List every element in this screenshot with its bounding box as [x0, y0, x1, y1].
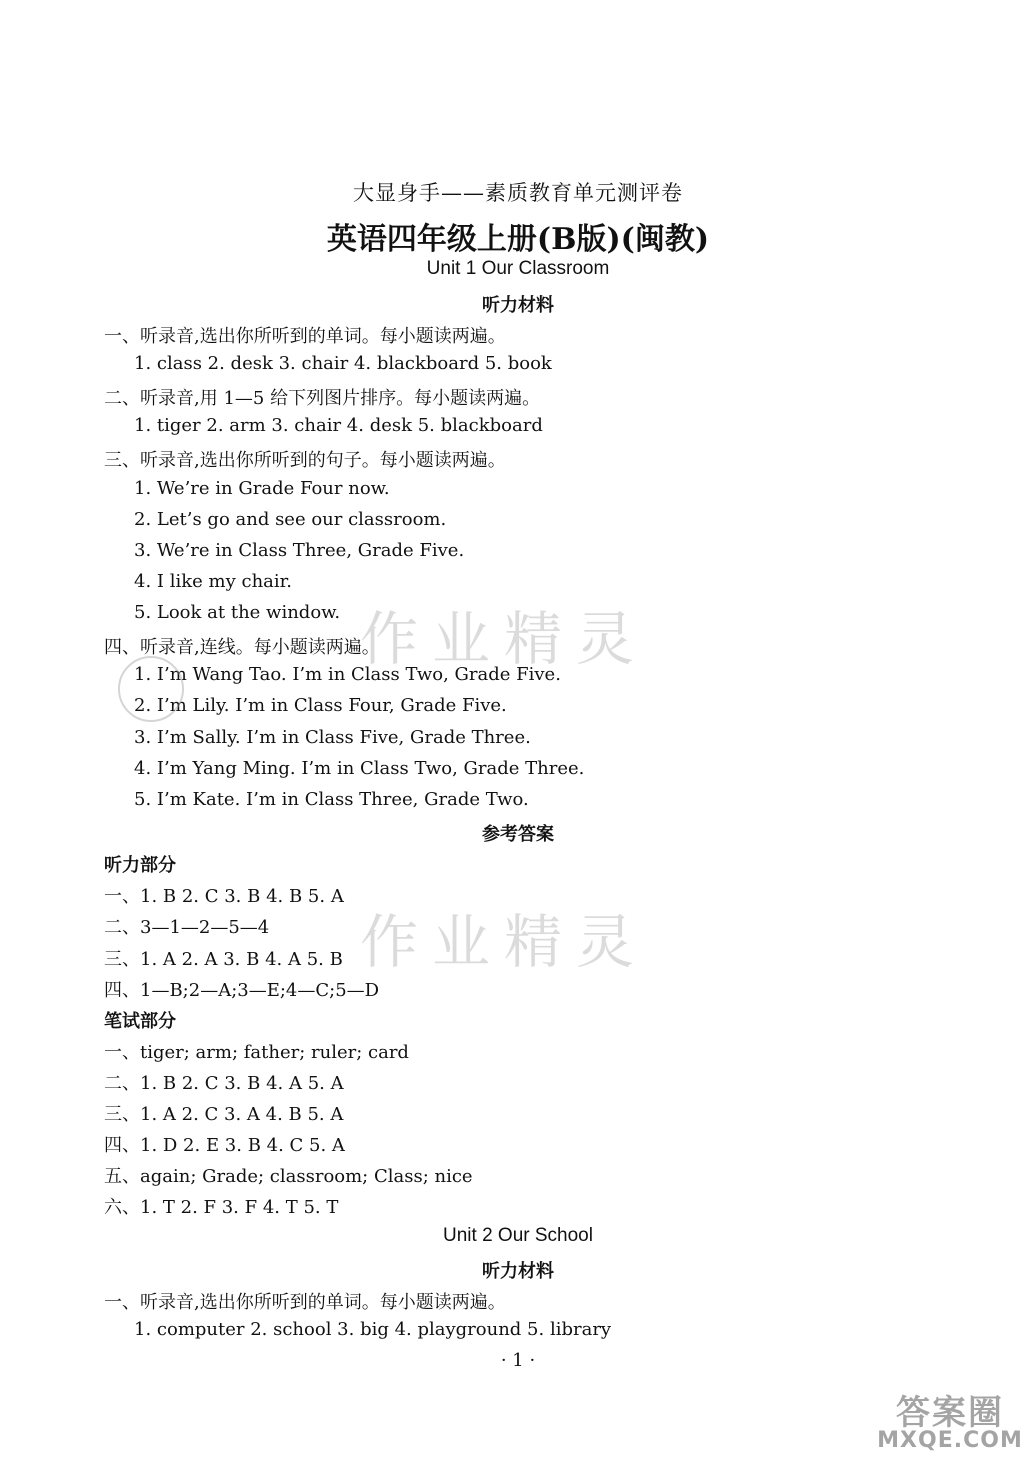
- question-1-words: 1. class 2. desk 3. chair 4. blackboard 5. book: [134, 353, 552, 374]
- answer-line: 五、again; Grade; classroom; Class; nice: [104, 1166, 473, 1187]
- question-4-heading: 四、听录音,连线。每小题读两遍。: [104, 637, 380, 658]
- site-logo-url: MXQE.COM: [877, 1428, 1023, 1453]
- page-number: · 1 ·: [500, 1350, 536, 1371]
- watermark-text: 作业精灵: [360, 908, 649, 976]
- question-3-item: 3. We’re in Class Three, Grade Five.: [134, 540, 465, 561]
- written-part-label: 笔试部分: [104, 1011, 176, 1032]
- answer-line: 二、1. B 2. C 3. B 4. A 5. A: [104, 1073, 344, 1094]
- question-4-item: 1. I’m Wang Tao. I’m in Class Two, Grade Five.: [134, 664, 561, 685]
- listening-part-label: 听力部分: [104, 855, 176, 876]
- book-title: 英语四年级上册(B版)(闽教): [326, 222, 710, 257]
- unit2-question-1-heading: 一、听录音,选出你所听到的单词。每小题读两遍。: [104, 1292, 506, 1313]
- question-2-heading: 二、听录音,用 1—5 给下列图片排序。每小题读两遍。: [104, 388, 541, 409]
- answer-line: 三、1. A 2. C 3. A 4. B 5. A: [104, 1104, 344, 1125]
- answer-line: 四、1—B;2—A;3—E;4—C;5—D: [104, 980, 380, 1001]
- answers-title: 参考答案: [482, 824, 554, 845]
- unit1-title: Unit 1 Our Classroom: [426, 258, 610, 279]
- question-4-item: 3. I’m Sally. I’m in Class Five, Grade Three.: [134, 727, 531, 748]
- watermark-text: 作业精灵: [360, 605, 649, 673]
- answer-line: 三、1. A 2. A 3. B 4. A 5. B: [104, 949, 343, 970]
- question-4-item: 4. I’m Yang Ming. I’m in Class Two, Grade Three.: [134, 758, 585, 779]
- unit1-listening-title: 听力材料: [482, 295, 554, 316]
- stamp-watermark-icon: [118, 656, 184, 722]
- answer-line: 二、3—1—2—5—4: [104, 917, 270, 938]
- answer-line: 一、tiger; arm; father; ruler; card: [104, 1042, 409, 1063]
- question-1-heading: 一、听录音,选出你所听到的单词。每小题读两遍。: [104, 326, 506, 347]
- site-logo-text: 答案圈: [896, 1393, 1004, 1433]
- question-3-heading: 三、听录音,选出你所听到的句子。每小题读两遍。: [104, 450, 506, 471]
- answer-line: 六、1. T 2. F 3. F 4. T 5. T: [104, 1197, 339, 1218]
- question-3-item: 5. Look at the window.: [134, 602, 341, 623]
- answer-line: 一、1. B 2. C 3. B 4. B 5. A: [104, 886, 344, 907]
- question-3-item: 1. We’re in Grade Four now.: [134, 478, 390, 499]
- unit2-question-1-words: 1. computer 2. school 3. big 4. playground 5. library: [134, 1319, 612, 1340]
- unit2-title: Unit 2 Our School: [443, 1225, 593, 1246]
- question-4-item: 5. I’m Kate. I’m in Class Three, Grade Two.: [134, 789, 529, 810]
- question-3-item: 2. Let’s go and see our classroom.: [134, 509, 447, 530]
- answer-line: 四、1. D 2. E 3. B 4. C 5. A: [104, 1135, 345, 1156]
- question-3-item: 4. I like my chair.: [134, 571, 292, 592]
- question-4-item: 2. I’m Lily. I’m in Class Four, Grade Five.: [134, 695, 507, 716]
- unit2-listening-title: 听力材料: [482, 1261, 554, 1282]
- series-title: 大显身手——素质教育单元测评卷: [353, 181, 683, 205]
- question-2-words: 1. tiger 2. arm 3. chair 4. desk 5. blackboard: [134, 415, 543, 436]
